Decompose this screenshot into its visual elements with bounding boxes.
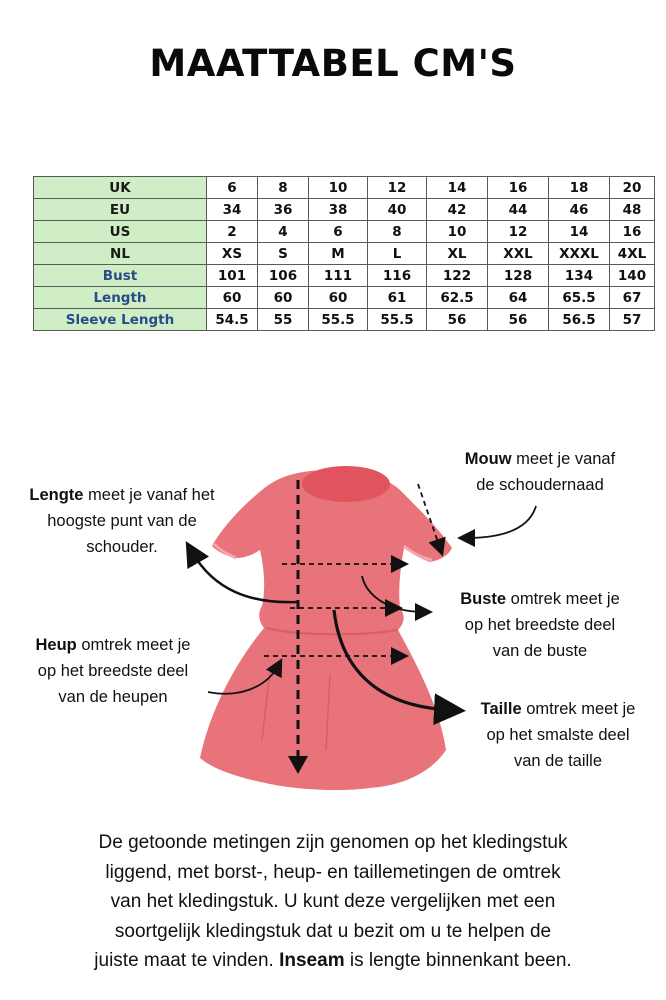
table-cell: 56 [427,309,488,331]
table-cell: 140 [610,265,655,287]
table-row [34,221,655,243]
label-mouw: Mouw meet je vanaf de schoudernaad [464,450,616,494]
table-cell: 48 [610,199,655,221]
label-taille: Taille omtrek meet je op het smalste deel van de taille [480,700,636,770]
table-cell: 40 [368,199,427,221]
table-cell: 122 [427,265,488,287]
table-cell: 60 [309,287,368,309]
table-cell: S [258,243,309,265]
page-title: MAATTABEL CM'S [149,42,517,85]
table-cell: 62.5 [427,287,488,309]
table-cell: 4XL [610,243,655,265]
table-row [34,287,655,309]
table-cell: 12 [368,177,427,199]
table-cell: 4 [258,221,309,243]
table-cell: 42 [427,199,488,221]
label-buste: Buste omtrek meet je op het breedste deel van de buste [460,590,620,660]
table-cell: 106 [258,265,309,287]
table-row [34,177,655,199]
row-header: EU [34,199,207,221]
table-cell: XS [207,243,258,265]
table-cell: L [368,243,427,265]
table-cell: 56 [488,309,549,331]
table-cell: 14 [549,221,610,243]
table-cell: 128 [488,265,549,287]
table-row [34,243,655,265]
table-cell: 56.5 [549,309,610,331]
table-cell: 55.5 [309,309,368,331]
table-cell: 116 [368,265,427,287]
table-cell: 60 [258,287,309,309]
table-cell: 101 [207,265,258,287]
table-cell: 18 [549,177,610,199]
table-cell: 134 [549,265,610,287]
table-cell: 16 [610,221,655,243]
table-cell: 8 [258,177,309,199]
table-cell: 111 [309,265,368,287]
table-cell: 61 [368,287,427,309]
table-cell: 55.5 [368,309,427,331]
measurement-note: De getoonde metingen zijn genomen op het kledingstuk liggend, met borst-, heup- en taillemetingen de omtrek van het kledingstuk. U kunt deze vergelijken met een soortgelijk kledingstuk dat u bezit om u te helpen de juiste maat te vinden. Inseam is lengte binnenkant been. [94,832,572,971]
table-cell: 34 [207,199,258,221]
table-cell: 65.5 [549,287,610,309]
table-cell: 60 [207,287,258,309]
table-cell: 6 [309,221,368,243]
table-cell: 36 [258,199,309,221]
table-cell: XXXL [549,243,610,265]
table-cell: 44 [488,199,549,221]
row-header: US [34,221,207,243]
table-cell: 16 [488,177,549,199]
table-cell: 10 [427,221,488,243]
size-table [33,176,655,331]
table-cell: 8 [368,221,427,243]
table-cell: XL [427,243,488,265]
table-cell: 55 [258,309,309,331]
table-cell: 2 [207,221,258,243]
table-cell: 57 [610,309,655,331]
row-header: Bust [34,265,207,287]
table-row [34,265,655,287]
table-cell: XXL [488,243,549,265]
table-cell: 46 [549,199,610,221]
table-row [34,199,655,221]
table-cell: M [309,243,368,265]
row-header: UK [34,177,207,199]
row-header: Length [34,287,207,309]
row-header: Sleeve Length [34,309,207,331]
table-cell: 67 [610,287,655,309]
table-cell: 14 [427,177,488,199]
table-cell: 10 [309,177,368,199]
table-cell: 12 [488,221,549,243]
measurement-diagram [0,440,666,800]
table-cell: 6 [207,177,258,199]
row-header: NL [34,243,207,265]
table-row [34,309,655,331]
table-cell: 64 [488,287,549,309]
table-cell: 20 [610,177,655,199]
table-cell: 38 [309,199,368,221]
dress-shape [200,466,452,790]
label-heup: Heup omtrek meet je op het breedste deel van de heupen [35,636,191,706]
table-cell: 54.5 [207,309,258,331]
label-lengte: Lengte meet je vanaf het hoogste punt van de schouder. [29,486,215,556]
